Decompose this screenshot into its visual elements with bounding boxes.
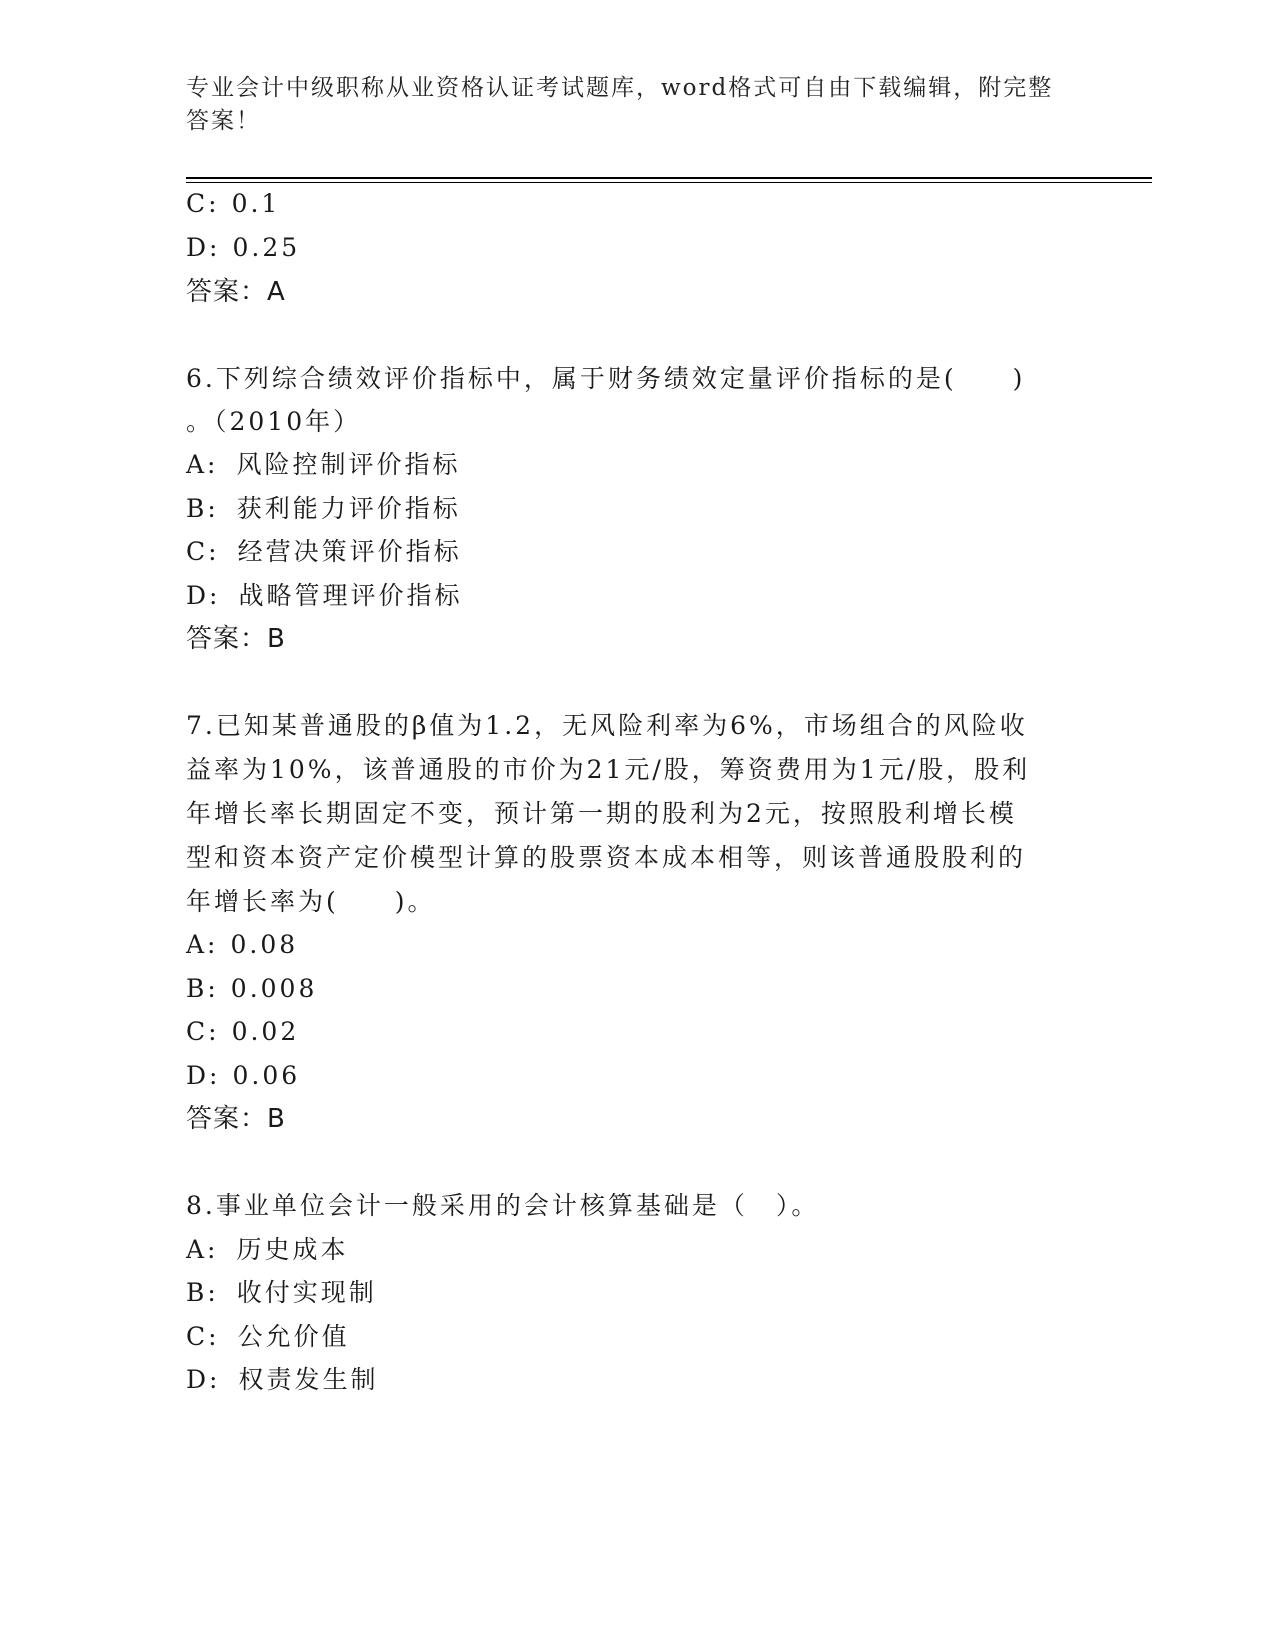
q7-option-a bbox=[186, 928, 298, 962]
option-label: D: bbox=[186, 1365, 221, 1394]
q8-option-d bbox=[186, 1363, 378, 1397]
q6-question-line2: 。（2010年） bbox=[186, 407, 362, 436]
q6-option-b bbox=[186, 492, 461, 526]
q6-option-c bbox=[186, 535, 462, 569]
q6-question-line1: 6.下列综合绩效评价指标中，属于财务绩效定量评价指标的是( ) bbox=[186, 364, 1026, 393]
option-label: B: bbox=[186, 1278, 219, 1307]
q8-question-line1: 8.事业单位会计一般采用的会计核算基础是（ ）。 bbox=[186, 1191, 820, 1220]
q8-option-b bbox=[186, 1276, 377, 1310]
option-text: 风险控制评价指标 bbox=[236, 450, 461, 479]
option-text: 经营决策评价指标 bbox=[237, 537, 462, 566]
option-text: 历史成本 bbox=[236, 1235, 349, 1264]
option-text: 0.06 bbox=[232, 1061, 301, 1090]
option-label: C: bbox=[186, 537, 220, 566]
q7-question-line4: 型和资本资产定价模型计算的股票资本成本相等，则该普通股股利的 bbox=[186, 843, 1027, 872]
q5-answer: 答案：A bbox=[186, 277, 286, 307]
option-label: D: bbox=[186, 233, 221, 262]
option-label: C: bbox=[186, 1017, 220, 1046]
header-divider-thin bbox=[186, 182, 1152, 183]
q6-option-a bbox=[186, 448, 461, 482]
q6-option-d bbox=[186, 579, 462, 613]
option-label: C: bbox=[186, 189, 220, 218]
option-text: 权责发生制 bbox=[238, 1365, 379, 1394]
option-label: C: bbox=[186, 1322, 220, 1351]
option-text: 战略管理评价指标 bbox=[238, 581, 463, 610]
option-label: B: bbox=[186, 974, 219, 1003]
q7-question-line5: 年增长率为( )。 bbox=[186, 887, 436, 916]
q8-option-c bbox=[186, 1320, 350, 1354]
q7-question-line2: 益率为10%，该普通股的市价为21元/股，筹资费用为1元/股，股利 bbox=[186, 755, 1031, 784]
header-divider-thick bbox=[186, 177, 1152, 179]
option-text: 0.1 bbox=[231, 189, 281, 218]
q5-option-d bbox=[186, 231, 300, 265]
q7-option-c bbox=[186, 1015, 299, 1049]
q7-option-d bbox=[186, 1059, 300, 1093]
q7-answer: 答案：B bbox=[186, 1104, 286, 1134]
q5-option-c bbox=[186, 187, 280, 221]
q7-question-line1: 7.已知某普通股的β值为1.2，无风险利率为6%，市场组合的风险收 bbox=[186, 711, 1028, 740]
option-label: D: bbox=[186, 1061, 221, 1090]
q8-option-a bbox=[186, 1233, 349, 1267]
document-header: 专业会计中级职称从业资格认证考试题库，word格式可自由下载编辑，附完整答案！ bbox=[186, 75, 1054, 134]
option-text: 获利能力评价指标 bbox=[236, 494, 461, 523]
q7-question-line3: 年增长率长期固定不变，预计第一期的股利为2元，按照股利增长模 bbox=[186, 799, 1017, 828]
option-label: B: bbox=[186, 494, 219, 523]
option-text: 0.02 bbox=[231, 1017, 300, 1046]
option-label: A: bbox=[186, 930, 219, 959]
q6-answer: 答案：B bbox=[186, 624, 286, 654]
option-text: 0.08 bbox=[230, 930, 299, 959]
option-text: 0.008 bbox=[230, 974, 318, 1003]
option-label: A: bbox=[186, 1235, 219, 1264]
option-text: 公允价值 bbox=[237, 1322, 350, 1351]
option-text: 收付实现制 bbox=[236, 1278, 377, 1307]
option-text: 0.25 bbox=[232, 233, 301, 262]
option-label: A: bbox=[186, 450, 219, 479]
q7-option-b bbox=[186, 972, 317, 1006]
option-label: D: bbox=[186, 581, 221, 610]
